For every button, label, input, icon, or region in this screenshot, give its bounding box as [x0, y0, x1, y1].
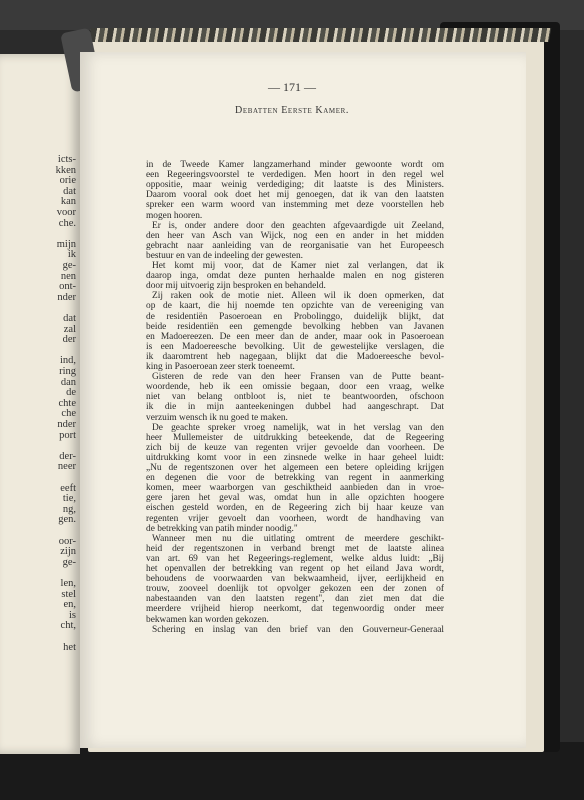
text-line: De geachte spreker vroeg namelijk, wat in het verslag van den [152, 422, 444, 433]
text-line: Er is, onder andere door den geachten afgevaardigde uit Zeeland, [152, 220, 444, 231]
left-page-fragment: en, [63, 599, 76, 611]
left-page-fragment: gen. [58, 514, 76, 526]
text-line: uitdrukking komt voor in een zinsnede welke in haar geheel luidt: [146, 452, 444, 463]
text-line: ik daaromtrent heb nagegaan, blijkt dat die Madoereesche bevol- [146, 351, 444, 362]
left-page-fragment: ont- [59, 281, 76, 293]
left-page-fragment: ring [59, 366, 76, 377]
left-page-fragment: kan [60, 196, 76, 208]
text-line: in de Tweede Kamer langzamerhand minder gewoonte wordt om [146, 160, 444, 170]
text-line: bekwamen kan worden gekozen. [146, 614, 269, 625]
text-line: heer Mullemeister de uitdrukking beteekende, dat de Regeering [146, 432, 444, 443]
left-page-fragment: stel [61, 588, 76, 600]
left-page-fragment: cht, [60, 620, 76, 632]
text-line: „Nu de regentszonen over het algemeen een betere opleiding krijgen [146, 463, 444, 473]
text-line: beide residentiën een gemengde bevolking hebben van Javanen [146, 321, 444, 332]
text-line: en Madoereezen. De een meer dan de ander, maar ook in Pasoeroean [146, 331, 444, 342]
text-line: oppositie, maar weinig verdediging; dit laatste is des Ministers. [146, 180, 444, 191]
left-page-fragment: tie, [62, 493, 76, 505]
running-head: Debatten Eerste Kamer. [235, 105, 349, 116]
left-page-fragment: oor- [58, 535, 76, 547]
text-line: behoudens de voorwaarden van bekwaamheid, ijver, eerlijkheid en [146, 574, 444, 585]
text-line: king in Pasoeroean zeer sterk toeneemt. [146, 362, 295, 372]
text-line: daarop inga, omdat deze punten herhaalde malen en nog gisteren [146, 271, 444, 282]
text-line: van art. 69 van het Regeerings-reglement, welke aldus luidt: „Bij [146, 553, 444, 564]
left-page-fragment: dat [63, 313, 76, 324]
left-page-fragment: che [61, 408, 76, 420]
text-line: spreker een warm woord van instemming met deze voorstellen heb [146, 200, 444, 211]
text-line: Gisteren de rede van den heer Fransen van de Putte beant- [152, 372, 444, 383]
left-page-fragment: der [62, 334, 76, 346]
left-page-fragment: len, [60, 578, 76, 589]
text-line: regenten vrijer gevoelt dan voorheen, wordt de handhaving van [146, 513, 444, 524]
text-line: Het komt mij voor, dat de Kamer niet zal verlangen, dat ik [152, 261, 444, 271]
text-line: door mij uitvoerig zijn besproken en behandeld. [146, 281, 326, 292]
left-page-fragment: nder [57, 419, 76, 430]
left-page-fragment: eeft [60, 482, 76, 494]
text-line: Wanneer men nu die uitlating omtrent de meerdere geschikt- [152, 533, 444, 544]
left-page-fragment: dan [60, 376, 76, 388]
left-page-fragment: de [66, 387, 76, 399]
text-line: de residentiën Pasoeroean en Probolinggo, duidelijk blijkt, dat [146, 311, 444, 322]
text-line: eischen gesteld worden, en de Regeering zich bij haar keuze van [146, 503, 444, 514]
left-page-fragment: ng, [62, 503, 76, 515]
left-page-fragment: port [59, 429, 76, 441]
left-page-fragment: ge- [62, 260, 76, 271]
left-page-fragment: nen [60, 270, 76, 282]
text-line: is een Madoereesche bevolking. Uit de gewestelijke verslagen, die [146, 341, 444, 352]
left-page-fragment: ik [67, 249, 76, 261]
text-line: de betrekking van patih minder noodig." [146, 523, 298, 534]
left-page-fragment: der- [59, 450, 76, 462]
left-page-fragment: chte [58, 397, 76, 409]
text-line: zich bij de keuze van regenten vrijer gevoelde dan voorheen. De [146, 442, 444, 453]
text-line: een Regeeringsvoorstel te verdedigen. Men hoort in den regel wel [146, 170, 444, 181]
left-page-fragment: ind, [59, 355, 76, 367]
left-page-fragment: het [63, 641, 76, 653]
text-line: mogen hooren. [146, 210, 203, 221]
text-line: Schering en inslag van den brief van den Gouverneur-Generaal [152, 624, 444, 635]
left-page-fragment: kken [55, 164, 76, 176]
text-line: niet van belang ontbloot is, niet te beantwoorden, ofschoon [146, 392, 444, 403]
left-page-fragment: dat [63, 185, 76, 197]
left-page-fragment: zijn [60, 546, 76, 558]
left-page-fragment: orie [59, 175, 76, 187]
text-line: het openvallen der betrekking van regent op het eiland Java wordt, [146, 564, 444, 574]
text-line: nabestaanden van den laatsten regent", dan ziet men dat die [146, 594, 444, 605]
left-page-fragment: icts- [57, 154, 76, 165]
left-page-fragment: mijn [56, 238, 76, 250]
text-line: gere jaren het geval was, omdat hun in alle opzichten hoogere [146, 493, 444, 504]
text-line: woordende, heb ik een omissie begaan, door een vraag, welke [146, 382, 444, 393]
text-line: trouw, zooveel doenlijk tot opvolger gekozen een der zonen of [146, 584, 444, 595]
text-line: ik die in mijn aanteekeningen dubbel had aangeschrapt. Dat [146, 402, 444, 413]
page-number: — 171 — [268, 80, 316, 94]
text-line: gebracht naar aanleiding van de reorganisatie van het Europeesch [146, 240, 444, 251]
text-line: bestuur en van de indeeling der gewesten. [146, 250, 303, 261]
text-line: meerdere vrijheid hierop neerkomt, dat tegenwoordig onder meer [146, 604, 444, 615]
text-line: verzuim wensch ik nu goed te maken. [146, 412, 288, 423]
text-line: en degenen die voor de betrekking van regent in aanmerking [146, 473, 444, 484]
text-line: heid der regentszonen in verband brengt met de laatste alinea [146, 543, 444, 554]
left-page-fragment: neer [57, 461, 76, 473]
left-page-fragment: nder [57, 291, 76, 303]
text-line: Zij raken ook de motie niet. Alleen wil ik doen opmerken, dat [152, 291, 444, 302]
left-page-fragment: ge- [62, 556, 76, 568]
left-page-fragment: is [68, 609, 76, 621]
text-line: komen, meer waarborgen van geschiktheid aanbieden dan in vroe- [146, 483, 444, 494]
text-line: Daarom vooral ook doet het mij genoegen, dat ik van den laatsten [146, 190, 444, 201]
left-page-fragment: voor [56, 207, 76, 218]
left-page-fragment: zal [63, 323, 76, 335]
text-line: den heer van Asch van Wijck, nog een en ander in het midden [146, 230, 444, 241]
text-line: op de kaart, die hij noemde ten opzichte van de vereeniging van [146, 301, 444, 312]
left-page [0, 54, 80, 754]
left-page-fragment: che. [58, 217, 76, 229]
marbled-cover-edge [89, 28, 551, 42]
